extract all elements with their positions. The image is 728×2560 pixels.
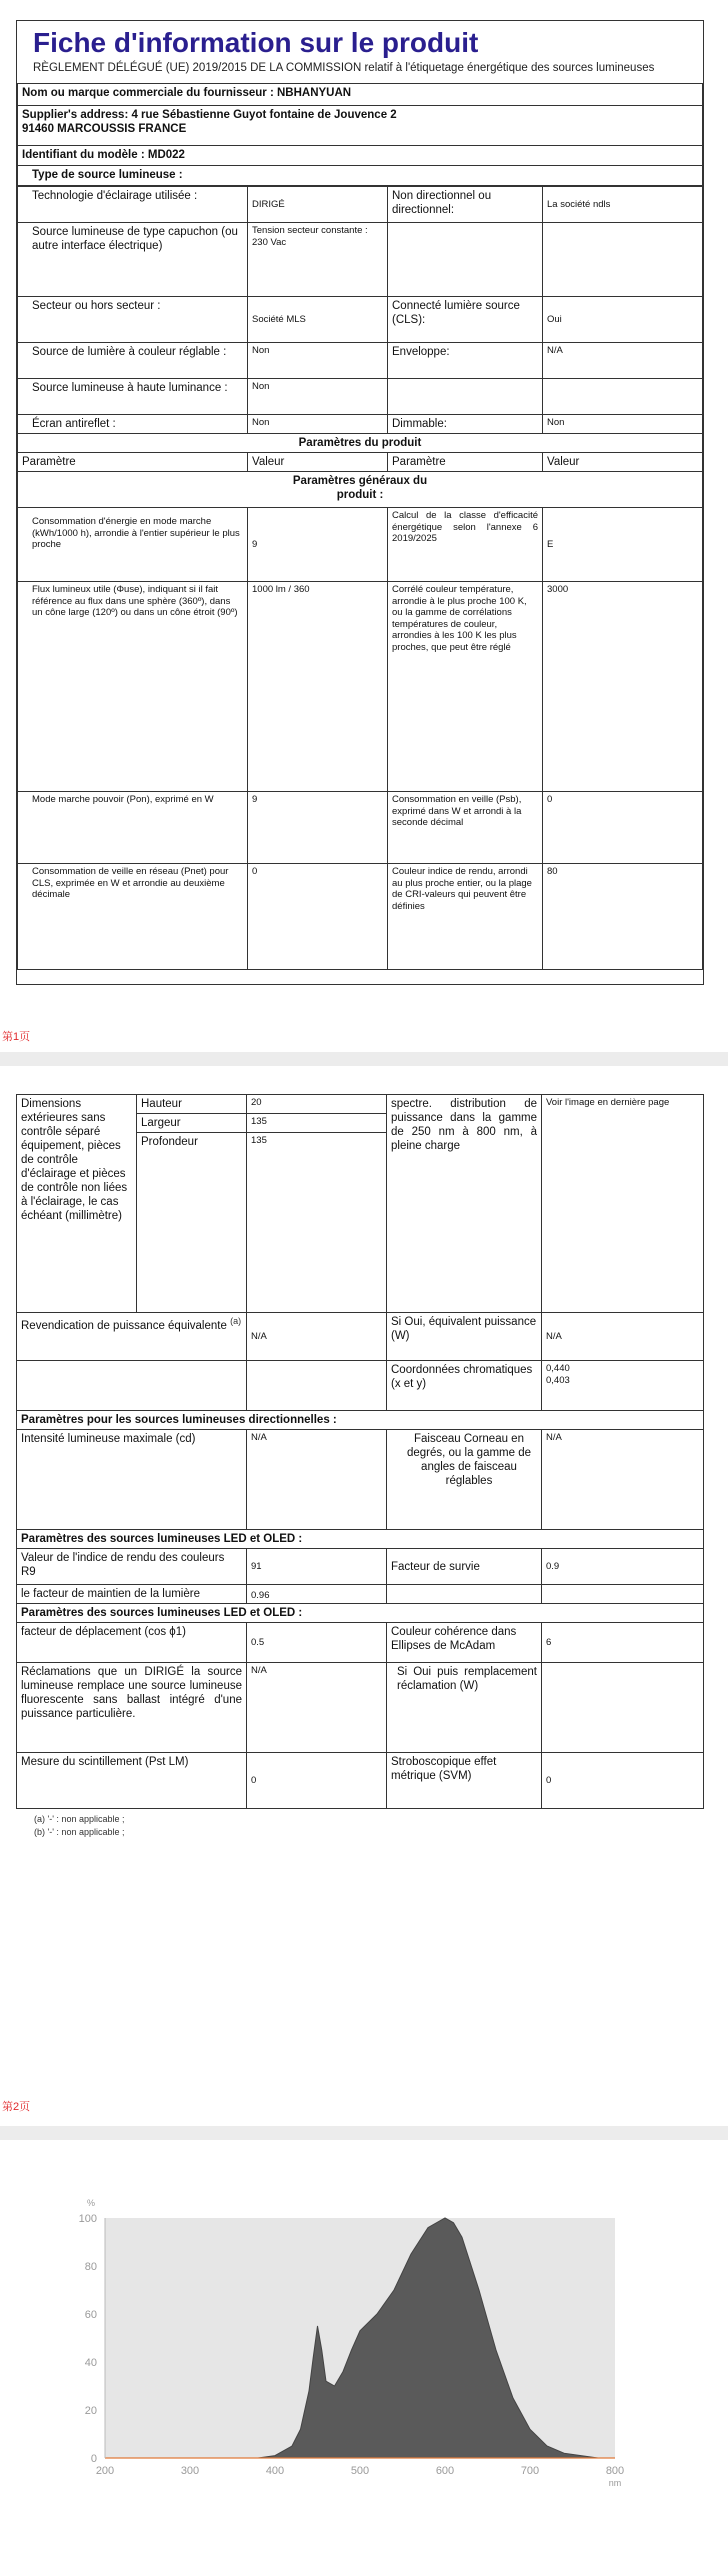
y-tick-label: 0 xyxy=(90,2453,97,2465)
source-type-table xyxy=(17,186,703,970)
cosphi-value: 0.5 xyxy=(247,1623,387,1663)
empty-cell xyxy=(388,223,543,297)
peak-value: N/A xyxy=(247,1430,387,1530)
general-params-heading xyxy=(18,472,703,508)
x-tick-label: 200 xyxy=(95,2465,115,2477)
page-separator xyxy=(0,1052,728,1066)
flux-value: 1000 lm / 360 xyxy=(248,582,388,792)
tech-label: Technologie d'éclairage utilisée : xyxy=(18,187,248,223)
claim-sup: (a) xyxy=(230,1316,242,1326)
x-tick-label: 400 xyxy=(265,2465,285,2477)
depth-label: Profondeur xyxy=(137,1133,247,1313)
supplier-address xyxy=(18,106,703,146)
standby-value: 0 xyxy=(543,792,703,864)
footnote-a: (a) '-' : non applicable ; xyxy=(34,1814,125,1824)
page-2-table xyxy=(16,1094,704,1809)
y-tick-label: 40 xyxy=(84,2357,97,2369)
macadam-value: 6 xyxy=(542,1623,704,1663)
col-header-value: Valeur xyxy=(248,453,388,472)
mains-value: Société MLS xyxy=(248,297,388,343)
width-value: 135 xyxy=(247,1114,387,1133)
beam-value: N/A xyxy=(542,1430,704,1530)
net-standby-value: 0 xyxy=(248,864,388,970)
height-value: 20 xyxy=(247,1095,387,1114)
empty-cell xyxy=(543,223,703,297)
cri-value: 80 xyxy=(543,864,703,970)
page-1-number: 第1页 xyxy=(2,1031,31,1043)
color-label: Source de lumière à couleur réglable : xyxy=(18,343,248,379)
empty-cell xyxy=(543,379,703,415)
x-axis-label: nm xyxy=(608,2478,622,2488)
directional-heading: Paramètres pour les sources lumineuses directionnelles : xyxy=(17,1411,704,1430)
equiv-value: N/A xyxy=(542,1313,704,1361)
page-2 xyxy=(0,1066,728,2126)
high-luminance-value: Non xyxy=(248,379,388,415)
empty-cell xyxy=(247,1361,387,1411)
color-value: Non xyxy=(248,343,388,379)
empty-cell xyxy=(388,379,543,415)
equiv-label: Si Oui, équivalent puissance (W) xyxy=(387,1313,542,1361)
cap-label: Source lumineuse de type capuchon (ou autre interface électrique) xyxy=(18,223,248,297)
source-type-heading: Type de source lumineuse : xyxy=(18,166,703,186)
chroma-value xyxy=(542,1361,704,1411)
y-tick-label: 20 xyxy=(84,2405,97,2417)
chroma-y: 0,403 xyxy=(546,1374,570,1386)
survival-label: Facteur de survie xyxy=(387,1549,542,1585)
cls-value: Oui xyxy=(543,297,703,343)
tech-value: DIRIGÉ xyxy=(248,187,388,223)
antiglare-label: Écran antireflet : xyxy=(18,415,248,434)
r9-label: Valeur de l'indice de rendu des couleurs R9 xyxy=(17,1549,247,1585)
maint-value: 0.96 xyxy=(247,1585,387,1604)
empty-cell xyxy=(17,1361,247,1411)
class-value: E xyxy=(543,508,703,582)
on-power-label: Mode marche pouvoir (Pon), exprimé en W xyxy=(18,792,248,864)
spectrum-chart-svg xyxy=(40,2190,640,2490)
claim-value: N/A xyxy=(247,1313,387,1361)
energy-label: Consommation d'énergie en mode marche (kWh/1000 h), arrondie à l'entier supérieur le plus proche xyxy=(18,508,248,582)
claim-label xyxy=(17,1313,247,1361)
cct-label: Corrélé couleur température, arrondie à le plus proche 100 K, ou la gamme de corrélations températures de couleur, arrondies à les 100 K les plus proches, que peut être réglé xyxy=(388,582,543,792)
beam-label: Faisceau Corneau en degrés, ou la gamme de angles de faisceau réglables xyxy=(387,1430,542,1530)
x-tick-label: 500 xyxy=(350,2465,370,2477)
y-tick-label: 80 xyxy=(84,2261,97,2273)
y-axis-label: % xyxy=(86,2198,95,2208)
envelope-label: Enveloppe: xyxy=(388,343,543,379)
general-params-heading-text: Paramètres généraux du produit : xyxy=(292,475,428,501)
empty-cell xyxy=(387,1585,542,1604)
col-header-param-2: Paramètre xyxy=(388,453,543,472)
col-header-param: Paramètre xyxy=(18,453,248,472)
peak-label: Intensité lumineuse maximale (cd) xyxy=(17,1430,247,1530)
energy-value: 9 xyxy=(248,508,388,582)
net-standby-label: Consommation de veille en réseau (Pnet) pour CLS, exprimée en W et arrondie au deuxième décimale xyxy=(18,864,248,970)
maint-label: le facteur de maintien de la lumière xyxy=(17,1585,247,1604)
chroma-x: 0,440 xyxy=(546,1363,570,1374)
chroma-label: Coordonnées chromatiques (x et y) xyxy=(387,1361,542,1411)
r9-value: 91 xyxy=(247,1549,387,1585)
page-1-frame xyxy=(16,20,704,985)
antiglare-value: Non xyxy=(248,415,388,434)
dimmable-label: Dimmable: xyxy=(388,415,543,434)
supplier-table xyxy=(17,83,703,186)
mains-label: Secteur ou hors secteur : xyxy=(18,297,248,343)
claim-label-text: Revendication de puissance équivalente xyxy=(21,1319,227,1332)
regulation-text: RÈGLEMENT DÉLÉGUÉ (UE) 2019/2015 DE LA COMMISSION relatif à l'étiquetage énergétique des sources lumineuses xyxy=(33,62,655,74)
directional-label: Non directionnel ou directionnel: xyxy=(388,187,543,223)
y-tick-label: 60 xyxy=(84,2309,97,2321)
svm-value: 0 xyxy=(542,1753,704,1809)
page-1 xyxy=(0,0,728,1043)
replace-claim-label: Si Oui puis remplacement réclamation (W) xyxy=(387,1663,542,1753)
cls-label: Connecté lumière source (CLS): xyxy=(388,297,543,343)
width-label: Largeur xyxy=(137,1114,247,1133)
spectrum-chart xyxy=(40,2190,640,2490)
supplier-address-line-1: Supplier's address: 4 rue Sébastienne Guyot fontaine de Jouvence 2 xyxy=(22,109,397,121)
height-label: Hauteur xyxy=(137,1095,247,1114)
x-tick-label: 600 xyxy=(435,2465,455,2477)
y-tick-label: 100 xyxy=(78,2213,97,2225)
dimmable-value: Non xyxy=(543,415,703,434)
x-tick-label: 700 xyxy=(520,2465,540,2477)
dims-label: Dimensions extérieures sans contrôle séparé équipement, pièces de contrôle d'éclairage et pièces de contrôle non liées à l'éclairage, le cas échéant (millimètre) xyxy=(17,1095,137,1313)
survival-value: 0.9 xyxy=(542,1549,704,1585)
x-tick-label: 800 xyxy=(605,2465,625,2477)
depth-value: 135 xyxy=(247,1133,387,1313)
directional-value: La société ndls xyxy=(543,187,703,223)
supplier-name: Nom ou marque commerciale du fournisseur : NBHANYUAN xyxy=(18,84,703,106)
high-luminance-label: Source lumineuse à haute luminance : xyxy=(18,379,248,415)
cap-value: Tension secteur constante : 230 Vac xyxy=(248,223,388,297)
x-tick-label: 300 xyxy=(180,2465,200,2477)
flux-label: Flux lumineux utile (Φuse), indiquant si il fait référence au flux dans une sphère (360º), dans un cône large (120º) ou dans un cône étroit (90º) xyxy=(18,582,248,792)
page-2-frame xyxy=(16,1094,704,1837)
envelope-value: N/A xyxy=(543,343,703,379)
col-header-value-2: Valeur xyxy=(543,453,703,472)
model-identifier: Identifiant du modèle : MD022 xyxy=(18,146,703,166)
cri-label: Couleur indice de rendu, arrondi au plus proche entier, ou la plage de CRI-valeurs qui peuvent être définies xyxy=(388,864,543,970)
on-power-value: 9 xyxy=(248,792,388,864)
page-separator xyxy=(0,2126,728,2140)
empty-cell xyxy=(542,1585,704,1604)
class-label: Calcul de la classe d'efficacité énergétique selon l'annexe 6 2019/2025 xyxy=(388,508,543,582)
params-heading: Paramètres du produit xyxy=(18,434,703,453)
footnotes xyxy=(16,1813,704,1839)
cct-value: 3000 xyxy=(543,582,703,792)
supplier-address-line-2: 91460 MARCOUSSIS FRANCE xyxy=(22,123,187,135)
svm-label: Stroboscopique effet métrique (SVM) xyxy=(387,1753,542,1809)
replace-value: N/A xyxy=(247,1663,387,1753)
flicker-label: Mesure du scintillement (Pst LM) xyxy=(17,1753,247,1809)
replace-label: Réclamations que un DIRIGÉ la source lumineuse remplace une source lumineuse fluorescente sans ballast intégré d'une puissance particulière. xyxy=(17,1663,247,1753)
page-title: Fiche d'information sur le produit xyxy=(33,27,479,58)
flicker-value: 0 xyxy=(247,1753,387,1809)
standby-label: Consommation en veille (Psb), exprimé dans W et arrondi à la seconde décimal xyxy=(388,792,543,864)
led-heading-2: Paramètres des sources lumineuses LED et OLED : xyxy=(17,1604,704,1623)
cosphi-label: facteur de déplacement (cos ϕ1) xyxy=(17,1623,247,1663)
led-heading: Paramètres des sources lumineuses LED et OLED : xyxy=(17,1530,704,1549)
spectrum-label: spectre. distribution de puissance dans la gamme de 250 nm à 800 nm, à pleine charge xyxy=(387,1095,542,1313)
footnote-b: (b) '-' : non applicable ; xyxy=(34,1827,125,1837)
macadam-label: Couleur cohérence dans Ellipses de McAdam xyxy=(387,1623,542,1663)
spectrum-value: Voir l'image en dernière page xyxy=(542,1095,704,1313)
empty-cell xyxy=(542,1663,704,1753)
page-2-number: 第2页 xyxy=(2,2101,31,2113)
